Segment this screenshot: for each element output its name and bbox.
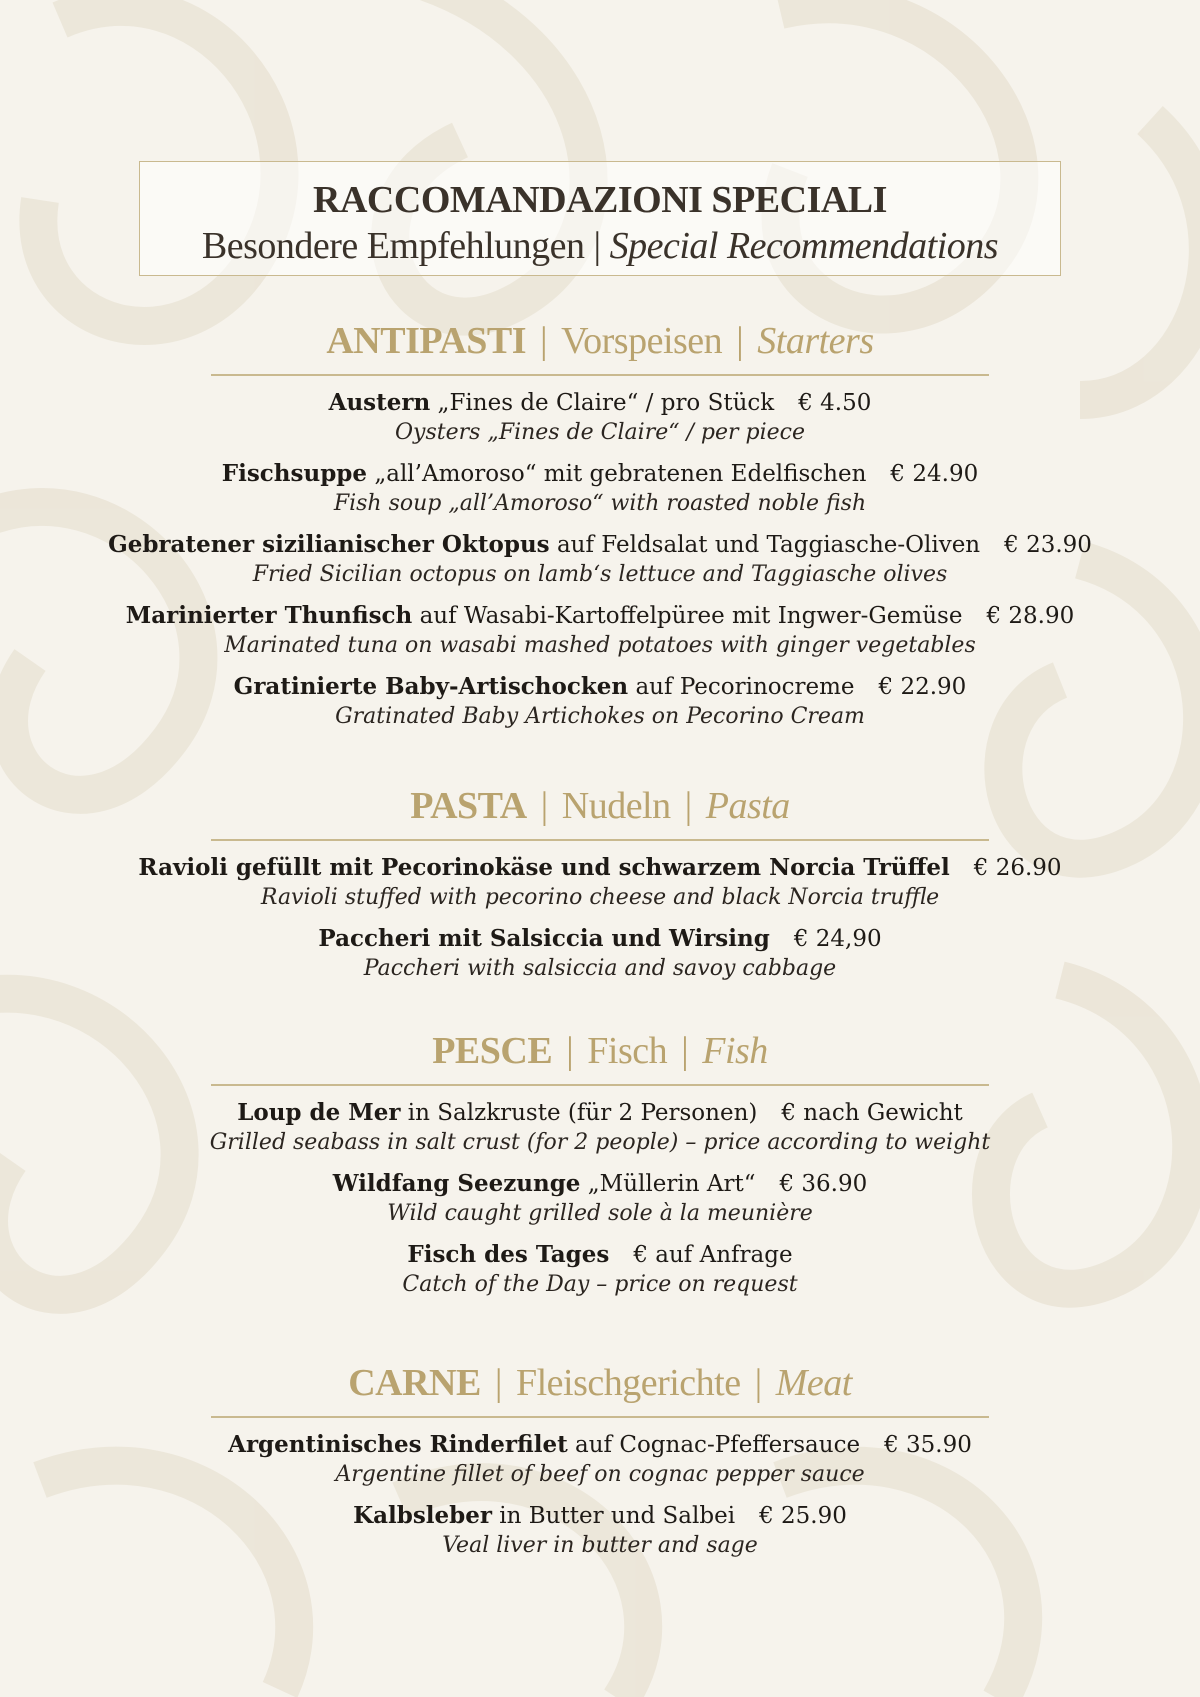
menu-item	[0, 672, 1200, 731]
page-subtitle	[140, 224, 1060, 268]
dish-desc: auf Cognac-Pfeffersauce	[575, 1432, 861, 1458]
menu-item	[0, 388, 1200, 447]
section-heading: ANTIPASTI | Vorspeisen | Starters	[326, 320, 874, 362]
dish-name: Gebratener sizilianischer Oktopus	[108, 531, 550, 558]
dish-price: € 22.90	[878, 674, 967, 700]
dish-price: € 26.90	[973, 855, 1062, 881]
section-pasta	[0, 787, 1200, 983]
section-title-en: Pasta	[705, 785, 790, 827]
dish-desc: auf Wasabi-Kartoffelpüree mit Ingwer-Gemüse	[419, 603, 963, 629]
menu-item	[0, 853, 1200, 912]
subtitle-en: Special Recommendations	[609, 225, 999, 267]
dish-translation: Ravioli stuffed with pecorino cheese and black Norcia truffle	[260, 885, 940, 910]
dish-desc: in Butter und Salbei	[499, 1503, 736, 1529]
dish-desc: „all’Amoroso“ mit gebratenen Edelfischen	[374, 461, 867, 487]
dish-price: € 36.90	[779, 1171, 868, 1197]
dish-translation: Marinated tuna on wasabi mashed potatoes with ginger vegetables	[224, 633, 976, 658]
dish-translation: Fish soup „all’Amoroso“ with roasted noble fish	[333, 491, 867, 516]
dish-translation: Grilled seabass in salt crust (for 2 people) – price according to weight	[209, 1130, 991, 1155]
section-divider	[211, 1084, 989, 1086]
dish-translation: Veal liver in butter and sage	[442, 1533, 758, 1558]
dish-translation: Catch of the Day – price on request	[402, 1272, 798, 1297]
dish-translation: Wild caught grilled sole à la meunière	[387, 1201, 813, 1226]
menu-item	[0, 1240, 1200, 1299]
menu-item	[0, 1169, 1200, 1228]
dish-name: Loup de Mer	[237, 1099, 401, 1126]
section-divider	[211, 1416, 989, 1418]
dish-price: € 35.90	[884, 1432, 972, 1458]
dish-name: Argentinisches Rinderfilet	[228, 1431, 568, 1458]
dish-translation: Argentine fillet of beef on cognac pepper sauce	[335, 1462, 865, 1487]
section-title-it: PESCE	[432, 1030, 553, 1072]
dish-price: € 28.90	[986, 603, 1075, 629]
dish-name: Paccheri mit Salsiccia und Wirsing	[318, 925, 770, 952]
menu-item	[0, 601, 1200, 660]
menu-item	[0, 530, 1200, 589]
dish-name: Wildfang Seezunge	[332, 1170, 581, 1197]
dish-name: Kalbsleber	[353, 1502, 492, 1529]
dish-price: € 23.90	[1004, 532, 1092, 558]
dish-name: Gratinierte Baby-Artischocken	[233, 673, 629, 700]
section-title-de: Fleischgerichte	[515, 1362, 741, 1404]
dish-price: € auf Anfrage	[633, 1242, 793, 1268]
dish-price: € 25.90	[759, 1503, 847, 1529]
dish-desc: auf Feldsalat und Taggiasche-Oliven	[556, 532, 981, 558]
dish-desc: auf Pecorinocreme	[635, 674, 855, 700]
section-title-en: Fish	[702, 1030, 768, 1072]
section-title-de: Fisch	[587, 1030, 668, 1072]
subtitle-de: Besondere Empfehlungen	[201, 225, 585, 267]
dish-desc: „Fines de Claire“ / pro Stück	[437, 390, 775, 416]
header-box	[139, 161, 1061, 276]
section-title-en: Meat	[775, 1362, 852, 1404]
dish-name: Marinierter Thunfisch	[125, 602, 413, 629]
dish-name: Fischsuppe	[221, 460, 367, 487]
section-carne	[0, 1364, 1200, 1560]
dish-name: Ravioli gefüllt mit Pecorinokäse und schwarzem Norcia Trüffel	[138, 854, 950, 881]
dish-desc: in Salzkruste (für 2 Personen)	[407, 1100, 758, 1126]
section-divider	[211, 374, 989, 376]
section-title-de: Nudeln	[561, 785, 671, 827]
dish-price: € nach Gewicht	[781, 1100, 963, 1126]
section-antipasti	[0, 322, 1200, 731]
section-title-en: Starters	[757, 320, 874, 362]
section-title-de: Vorspeisen	[561, 320, 723, 362]
dish-name: Austern	[328, 389, 431, 416]
menu-item	[0, 924, 1200, 983]
section-title-it: PASTA	[410, 785, 527, 827]
menu-item	[0, 1098, 1200, 1157]
menu-item	[0, 1430, 1200, 1489]
subtitle-separator: |	[593, 225, 601, 267]
section-pesce	[0, 1032, 1200, 1299]
dish-translation: Oysters „Fines de Claire“ / per piece	[395, 420, 805, 445]
section-heading: CARNE | Fleischgerichte | Meat	[348, 1362, 852, 1404]
dish-price: € 4.50	[798, 390, 872, 416]
section-heading: PASTA | Nudeln | Pasta	[410, 785, 790, 827]
dish-price: € 24,90	[793, 926, 882, 952]
dish-desc: „Müllerin Art“	[587, 1171, 756, 1197]
dish-translation: Gratinated Baby Artichokes on Pecorino Cream	[335, 704, 865, 729]
section-title-it: CARNE	[348, 1362, 481, 1404]
dish-price: € 24.90	[890, 461, 979, 487]
dish-name: Fisch des Tages	[407, 1241, 610, 1268]
menu-item	[0, 459, 1200, 518]
section-title-it: ANTIPASTI	[326, 320, 526, 362]
menu-item	[0, 1501, 1200, 1560]
page-title: RACCOMANDAZIONI SPECIALI	[313, 179, 887, 221]
dish-translation: Fried Sicilian octopus on lamb‘s lettuce and Taggiasche olives	[252, 562, 948, 587]
section-divider	[211, 839, 989, 841]
section-heading: PESCE | Fisch | Fish	[432, 1030, 768, 1072]
dish-translation: Paccheri with salsiccia and savoy cabbage	[363, 956, 837, 981]
